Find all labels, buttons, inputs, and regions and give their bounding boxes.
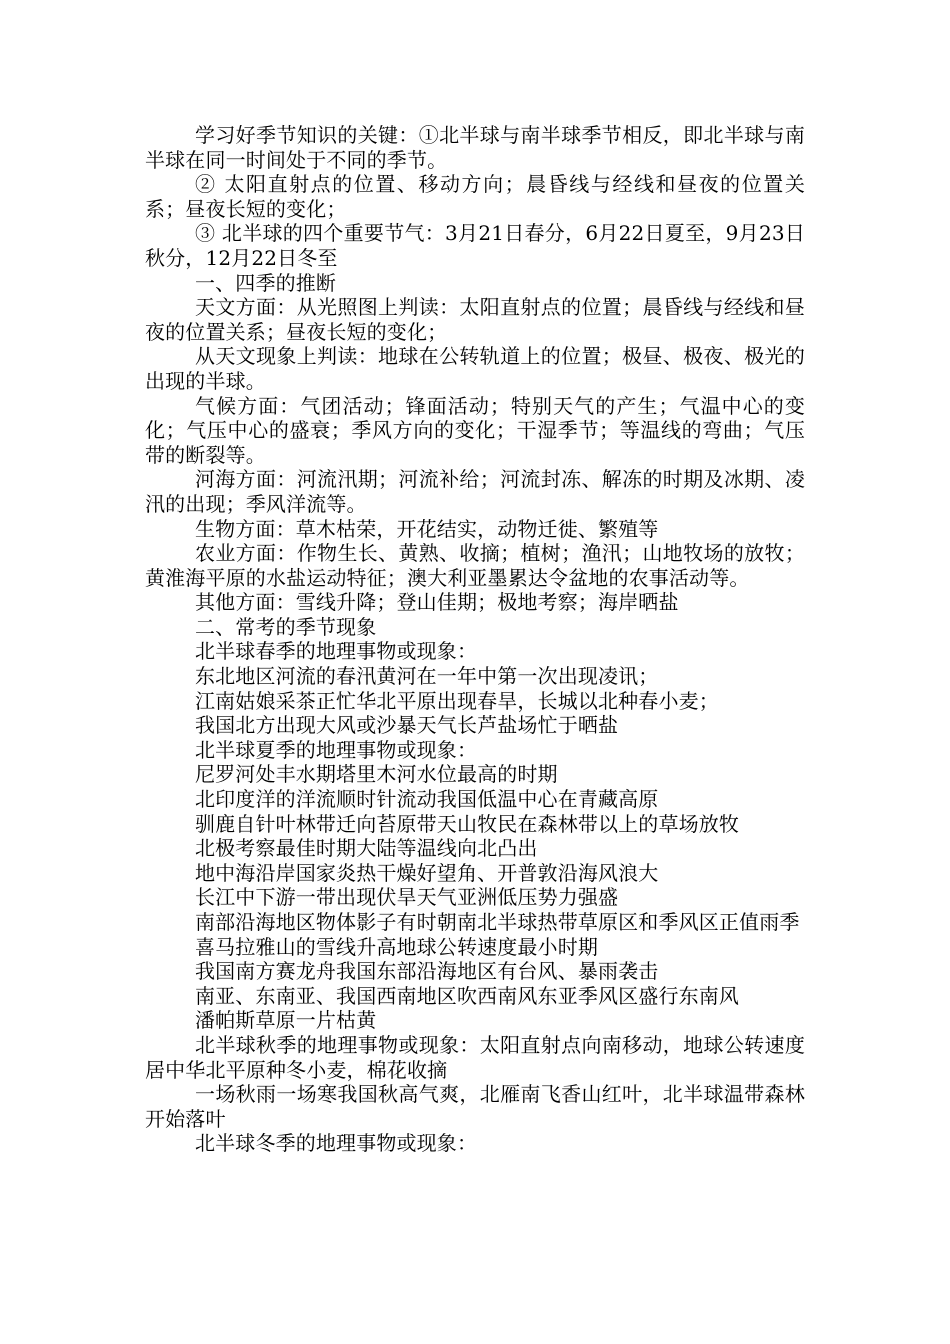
- paragraph: 南亚、东南亚、我国西南地区吹西南风东亚季风区盛行东南风: [195, 983, 740, 1008]
- paragraph: 一场秋雨一场寒我国秋高气爽，北雁南飞香山红叶，北半球温带森林开始落叶: [145, 1082, 805, 1131]
- paragraph: 北印度洋的洋流顺时针流动我国低温中心在青藏高原: [195, 787, 659, 812]
- paragraph: ② 太阳直射点的位置、移动方向；晨昏线与经线和昼夜的位置关系；昼夜长短的变化；: [145, 172, 805, 221]
- paragraph: 北半球夏季的地理事物或现象：: [195, 737, 478, 762]
- paragraph: 地中海沿岸国家炎热干燥好望角、开普敦沿海风浪大: [195, 860, 659, 885]
- paragraph: 从天文现象上判读：地球在公转轨道上的位置；极昼、极夜、极光的出现的半球。: [145, 344, 805, 393]
- paragraph: 东北地区河流的春汛黄河在一年中第一次出现凌讯；: [195, 664, 659, 689]
- paragraph: 其他方面：雪线升降；登山佳期；极地考察；海岸晒盐: [195, 590, 679, 615]
- paragraph: 我国北方出现大风或沙暴天气长芦盐场忙于晒盐: [195, 713, 619, 738]
- paragraph: 我国南方赛龙舟我国东部沿海地区有台风、暴雨袭击: [195, 959, 659, 984]
- paragraph: 气候方面：气团活动；锋面活动；特别天气的产生；气温中心的变化；气压中心的盛衰；季风方向的变化；干湿季节；等温线的弯曲；气压带的断裂等。: [145, 393, 805, 467]
- paragraph: 驯鹿自针叶林带迁向苔原带天山牧民在森林带以上的草场放牧: [195, 811, 740, 836]
- paragraph: 尼罗河处丰水期塔里木河水位最高的时期: [195, 762, 558, 787]
- paragraph: 天文方面：从光照图上判读：太阳直射点的位置；晨昏线与经线和昼夜的位置关系；昼夜长短的变化；: [145, 295, 805, 344]
- paragraph: 北极考察最佳时期大陆等温线向北凸出: [195, 836, 538, 861]
- section-heading: 二、常考的季节现象: [195, 614, 377, 639]
- paragraph: 生物方面：草木枯荣，开花结实，动物迁徙、繁殖等: [195, 516, 659, 541]
- paragraph: 长江中下游一带出现伏旱天气亚洲低压势力强盛: [195, 885, 619, 910]
- paragraph: ③ 北半球的四个重要节气：3月21日春分，6月22日夏至，9月23日秋分，12月22日冬至: [145, 221, 805, 270]
- paragraph: 北半球春季的地理事物或现象：: [195, 639, 478, 664]
- paragraph: 北半球冬季的地理事物或现象：: [195, 1131, 478, 1156]
- paragraph: 潘帕斯草原一片枯黄: [195, 1008, 377, 1033]
- section-heading: 一、四季的推断: [195, 270, 337, 295]
- paragraph: 南部沿海地区物体影子有时朝南北半球热带草原区和季风区正值雨季: [195, 910, 800, 934]
- document-body: [145, 123, 805, 1156]
- paragraph: 学习好季节知识的关键：①北半球与南半球季节相反，即北半球与南半球在同一时间处于不同的季节。: [145, 123, 805, 172]
- paragraph: 喜马拉雅山的雪线升高地球公转速度最小时期: [195, 934, 598, 959]
- paragraph: 河海方面：河流汛期；河流补给；河流封冻、解冻的时期及冰期、凌汛的出现；季风洋流等。: [145, 467, 805, 516]
- paragraph: 北半球秋季的地理事物或现象：太阳直射点向南移动，地球公转速度居中华北平原种冬小麦，棉花收摘: [145, 1032, 805, 1082]
- paragraph: 农业方面：作物生长、黄熟、收摘；植树；渔汛；山地牧场的放牧；黄淮海平原的水盐运动特征；澳大利亚墨累达令盆地的农事活动等。: [145, 541, 805, 590]
- paragraph: 江南姑娘采茶正忙华北平原出现春旱，长城以北种春小麦；: [195, 688, 719, 713]
